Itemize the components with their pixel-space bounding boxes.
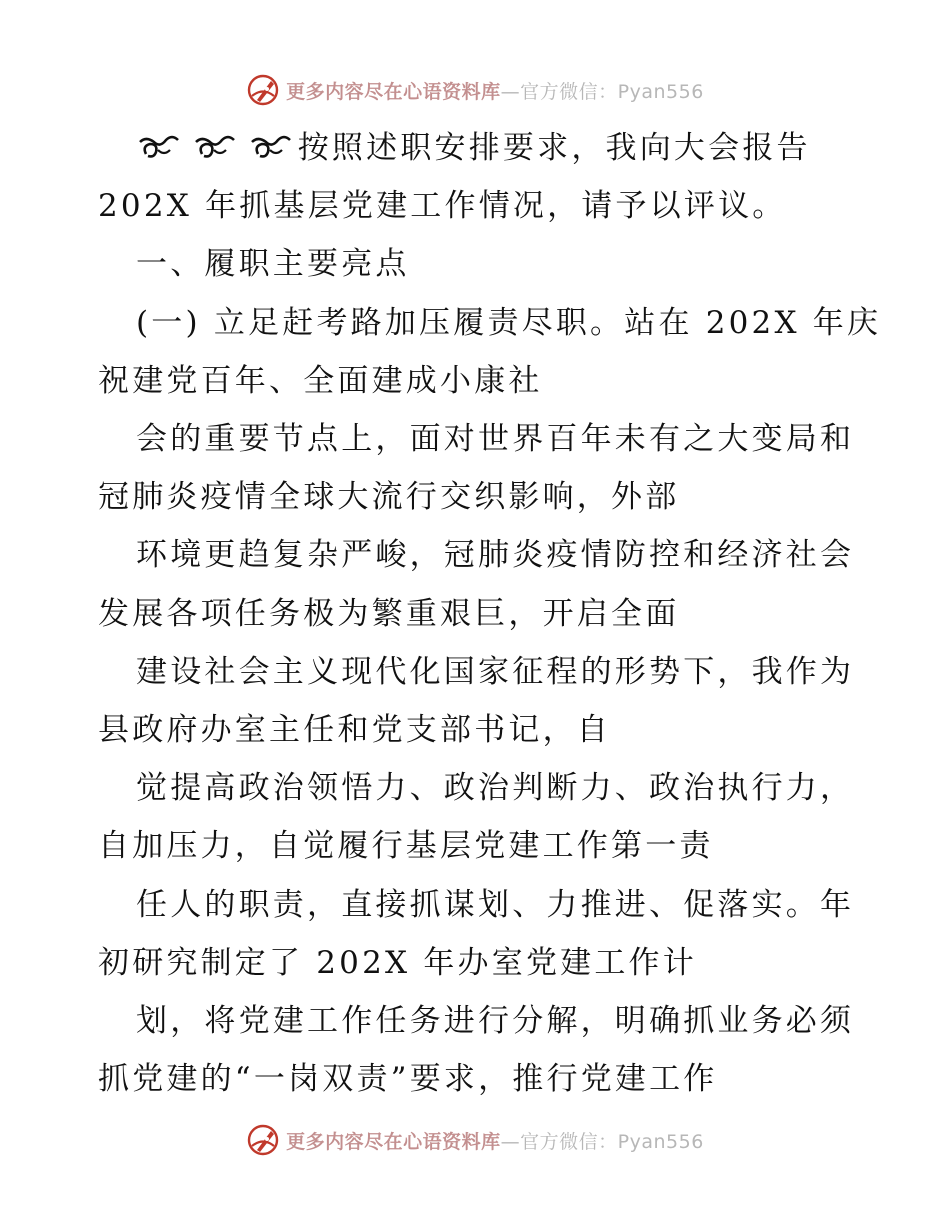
paragraph-line: 划，将党建工作任务进行分解，明确抓业务必须 — [136, 1003, 855, 1039]
paragraph-line: 祝建党百年、全面建成小康社 — [98, 363, 543, 399]
line-text: 按照述职安排要求，我向大会报告 — [297, 130, 811, 166]
watermark-brand: 更多内容尽在心语资料库 — [286, 1130, 501, 1153]
watermark-text — [286, 1127, 704, 1154]
paragraph-line: 抓党建的“一岗双责”要求，推行党建工作 — [98, 1061, 718, 1097]
section-heading: 一、履职主要亮点 — [136, 246, 410, 282]
paragraph-line: 建设社会主义现代化国家征程的形势下，我作为 — [136, 654, 855, 690]
ornament-group — [136, 128, 294, 168]
swirl-ornament-icon — [192, 132, 238, 162]
watermark-footer — [0, 1120, 950, 1160]
paragraph-line: 冠肺炎疫情全球大流行交织影响，外部 — [98, 479, 680, 515]
paragraph-line: 会的重要节点上，面对世界百年未有之大变局和 — [136, 421, 855, 457]
paragraph-line: 初研究制定了 202X 年办室党建工作计 — [98, 945, 697, 981]
watermark-contact: —官方微信：Pyan556 — [500, 80, 704, 103]
paragraph-line: 发展各项任务极为繁重艰巨，开启全面 — [98, 596, 680, 632]
paragraph-line: 觉提高政治领悟力、政治判断力、政治执行力， — [136, 770, 855, 806]
swirl-ornament-icon — [248, 132, 294, 162]
paragraph-line: 环境更趋复杂严峻，冠肺炎疫情防控和经济社会 — [136, 537, 855, 573]
paragraph-line: 202X 年抓基层党建工作情况，请予以评议。 — [98, 188, 787, 224]
paragraph-line: 县政府办室主任和党支部书记，自 — [98, 712, 611, 748]
paragraph-line — [136, 128, 811, 168]
watermark-brand: 更多内容尽在心语资料库 — [286, 80, 501, 103]
watermark-contact: —官方微信：Pyan556 — [500, 1130, 704, 1153]
swirl-ornament-icon — [136, 132, 182, 162]
paragraph-line: 任人的职责，直接抓谋划、力推进、促落实。年 — [136, 887, 855, 923]
paragraph-line: 自加压力，自觉履行基层党建工作第一责 — [98, 828, 714, 864]
book-pen-logo-icon — [246, 1123, 280, 1157]
paragraph-line: (一) 立足赶考路加压履责尽职。站在 202X 年庆 — [136, 305, 882, 341]
